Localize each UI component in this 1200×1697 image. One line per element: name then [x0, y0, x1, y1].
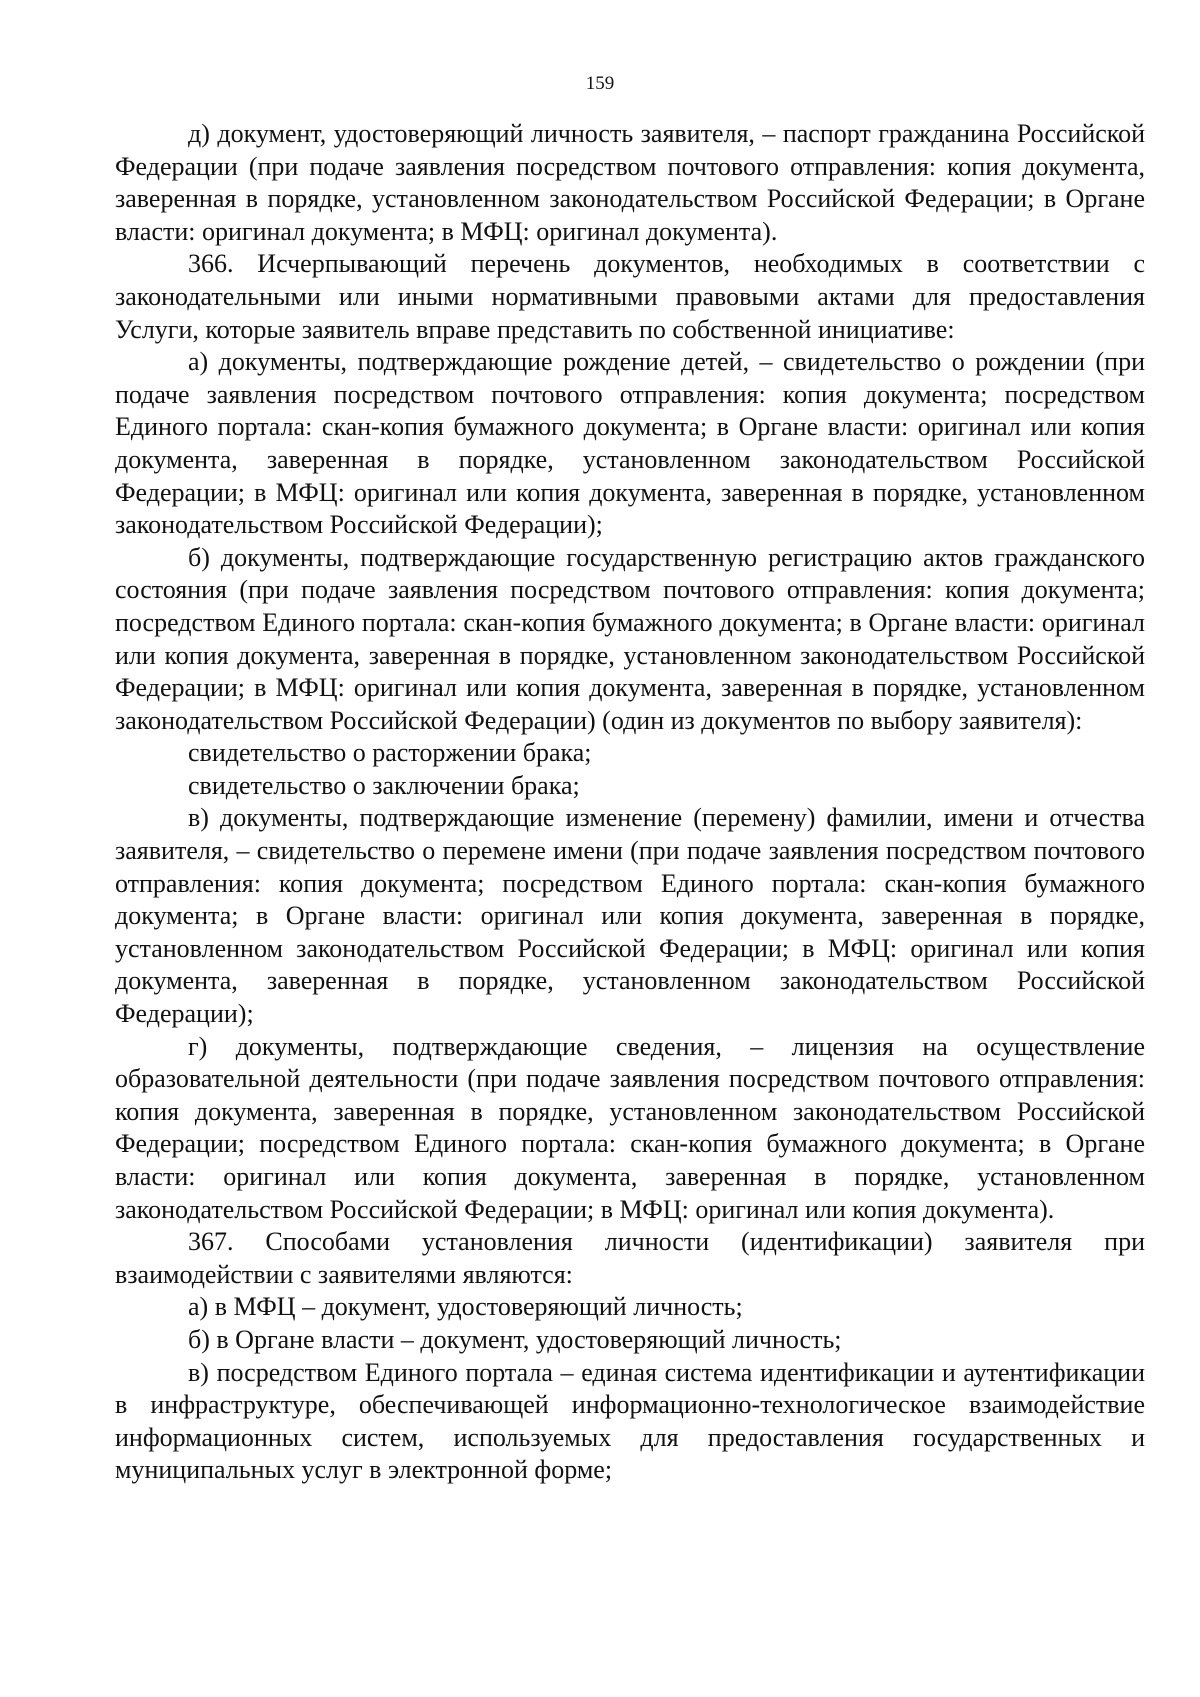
paragraph-b-civil-registration: б) документы, подтверждающие государственную регистрацию актов гражданского состояния (при подаче заявления посредством почтового отправления: копия документа; посредством Единого портала: скан-копия бумажного документа; в Органе власти: оригинал или копия документа, заверенная в порядке, установленном законодательством Российской Федерации; в МФЦ: оригинал или копия документа, заверенная в порядке, установленном законодательством Российской Федерации) (один из документов по выбору заявителя): — [115, 542, 1145, 735]
list-item-divorce-certificate: свидетельство о расторжении брака; — [188, 738, 592, 768]
document-body — [115, 118, 1145, 1487]
list-item-marriage-certificate: свидетельство о заключении брака; — [188, 770, 580, 800]
paragraph-v-name-change: в) документы, подтверждающие изменение (перемену) фамилии, имени и отчества заявителя, – свидетельство о перемене имени (при подаче заявления посредством почтового отправления: копия документа; посредством Единого портала: скан-копия бумажного документа; в Органе власти: оригинал или копия документа, заверенная в порядке, установленном законодательством Российской Федерации; в МФЦ: оригинал или копия документа, заверенная в порядке, установленном законодательством Российской Федерации); — [115, 803, 1145, 1029]
paragraph-367: 367. Способами установления личности (идентификации) заявителя при взаимодействии с заявителями являются: — [115, 1227, 1145, 1289]
paragraph-g-license: г) документы, подтверждающие сведения, – лицензия на осуществление образовательной деятельности (при подаче заявления посредством почтового отправления: копия документа, заверенная в порядке, установленном законодательством Российской Федерации; посредством Единого портала: скан-копия бумажного документа; в Органе власти: оригинал или копия документа, заверенная в порядке, установленном законодательством Российской Федерации; в МФЦ: оригинал или копия документа). — [115, 1031, 1145, 1224]
list-item-authority: б) в Органе власти – документ, удостоверяющий личность; — [188, 1324, 842, 1354]
list-item-unified-portal: в) посредством Единого портала – единая система идентификации и аутентификации в инфраструктуре, обеспечивающей информационно-технологическое взаимодействие информационных систем, используемых для предоставления государственных и муниципальных услуг в электронной форме; — [115, 1357, 1145, 1485]
paragraph-d-passport: д) документ, удостоверяющий личность заявителя, – паспорт гражданина Российской Федерации (при подаче заявления посредством почтового отправления: копия документа, заверенная в порядке, установленном законодательством Российской Федерации; в Органе власти: оригинал документа; в МФЦ: оригинал документа). — [115, 119, 1145, 246]
list-item-mfc: а) в МФЦ – документ, удостоверяющий личность; — [188, 1292, 743, 1322]
paragraph-366: 366. Исчерпывающий перечень документов, необходимых в соответствии с законодательными или иными нормативными правовыми актами для предоставления Услуги, которые заявитель вправе представить по собственной инициативе: — [115, 249, 1145, 344]
page-number: 159 — [585, 73, 615, 94]
paragraph-a-birth-certificate: а) документы, подтверждающие рождение детей, – свидетельство о рождении (при подаче заявления посредством почтового отправления: копия документа; посредством Единого портала: скан-копия бумажного документа; в Органе власти: оригинал или копия документа, заверенная в порядке, установленном законодательством Российской Федерации; в МФЦ: оригинал или копия документа, заверенная в порядке, установленном законодательством Российской Федерации); — [115, 347, 1145, 540]
